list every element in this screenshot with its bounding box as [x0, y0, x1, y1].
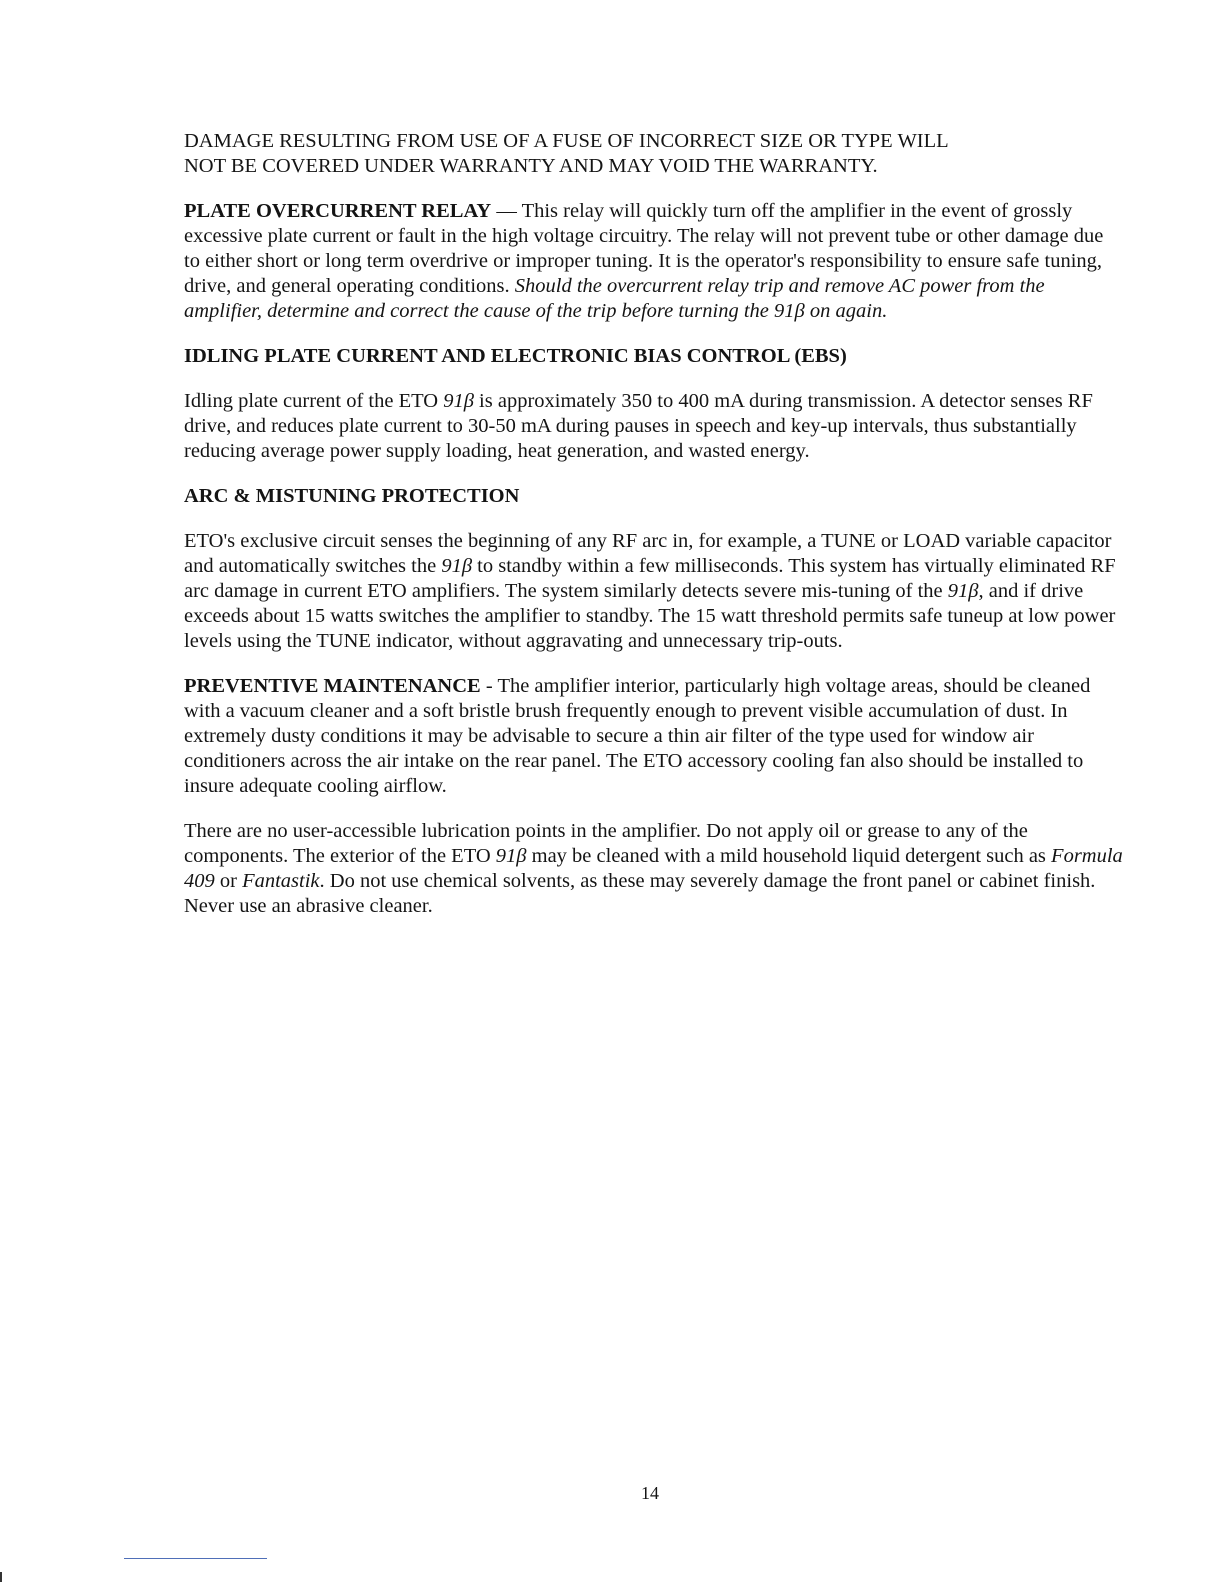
idling-text-2: is approximately 350 to 400 mA during transmission. A detector senses RF drive, and reduces plate current to 30-50 mA during pauses in speech and key-up intervals, thus substantially reducing average power supply loading, heat generation, and wasted energy. [184, 390, 1093, 462]
idling-heading: IDLING PLATE CURRENT AND ELECTRONIC BIAS CONTROL (EBS) [184, 345, 847, 367]
warning-text-part-2: on again. [804, 300, 888, 322]
arc-text-1: ETO's exclusive circuit senses the beginning of any RF arc in, for example, a TUNE or LOAD variable capacitor and automatically switches the [184, 530, 1112, 577]
plate-overcurrent-body: This relay will quickly turn off the amplifier in the event of grossly excessive plate current or fault in the high voltage circuitry. The relay will not prevent tube or other damage due to either short or long term overdrive or improper tuning. It is the operator's responsibility to ensure safe tuning, drive, and general operating conditions. [184, 200, 1104, 297]
footer-rule [124, 1558, 267, 1559]
page-body [184, 129, 1124, 939]
arc-heading: ARC & MISTUNING PROTECTION [184, 485, 520, 507]
arc-paragraph [184, 529, 1124, 654]
lubrication-text-4: . Do not use chemical solvents, as these may severely damage the front panel or cabinet finish. Never use an abrasive cleaner. [184, 870, 1096, 917]
product-name: Fantastik [242, 870, 320, 892]
model-name: 91β [774, 300, 805, 322]
lubrication-text-2: may be cleaned with a mild household liquid detergent such as [526, 845, 1052, 867]
maintenance-separator: - [480, 675, 498, 697]
model-name: 91β [443, 390, 474, 412]
product-name: Formula 409 [184, 845, 1123, 892]
warranty-notice-line-2: NOT BE COVERED UNDER WARRANTY AND MAY VOID THE WARRANTY. [184, 155, 878, 177]
idling-paragraph [184, 389, 1124, 464]
scan-edge-mark [0, 1572, 2, 1582]
idling-text-1: Idling plate current of the ETO [184, 390, 444, 412]
plate-overcurrent-section [184, 199, 1124, 324]
lubrication-text-3: or [214, 870, 243, 892]
lubrication-text-1: There are no user-accessible lubrication points in the amplifier. Do not apply oil or grease to any of the components. The exterior of the ETO [184, 820, 1028, 867]
plate-overcurrent-title: PLATE OVERCURRENT RELAY [184, 200, 492, 222]
warning-text-part-1: Should the overcurrent relay trip and remove AC power from the amplifier, determine and correct the cause of the trip before turning the [184, 275, 1045, 322]
model-name: 91β [947, 580, 979, 602]
arc-text-3: , and if drive exceeds about 15 watts switches the amplifier to standby. The 15 watt threshold permits safe tuneup at low power levels using the TUNE indicator, without aggravating and unnecessary trip-outs. [184, 580, 1116, 652]
model-name: 91β [495, 845, 527, 867]
page-number: 14 [641, 1483, 659, 1503]
model-name: 91β [441, 555, 473, 577]
lubrication-paragraph [184, 819, 1124, 919]
maintenance-title: PREVENTIVE MAINTENANCE [184, 675, 481, 697]
arc-text-2: to standby within a few milliseconds. This system has virtually eliminated RF arc damage in current ETO amplifiers. The system similarly detects severe mis-tuning of the [184, 555, 1116, 602]
maintenance-body: The amplifier interior, particularly high voltage areas, should be cleaned with a vacuum cleaner and a soft bristle brush frequently enough to prevent visible accumulation of dust. In extremely dusty conditions it may be advisable to secure a thin air filter of the type used for window air conditioners across the air intake on the rear panel. The ETO accessory cooling fan also should be installed to insure adequate cooling airflow. [184, 675, 1091, 797]
warranty-notice-line-1: DAMAGE RESULTING FROM USE OF A FUSE OF INCORRECT SIZE OR TYPE WILL [184, 130, 949, 152]
maintenance-section [184, 674, 1124, 799]
warranty-notice [184, 129, 1124, 179]
plate-overcurrent-separator: — [491, 200, 522, 222]
